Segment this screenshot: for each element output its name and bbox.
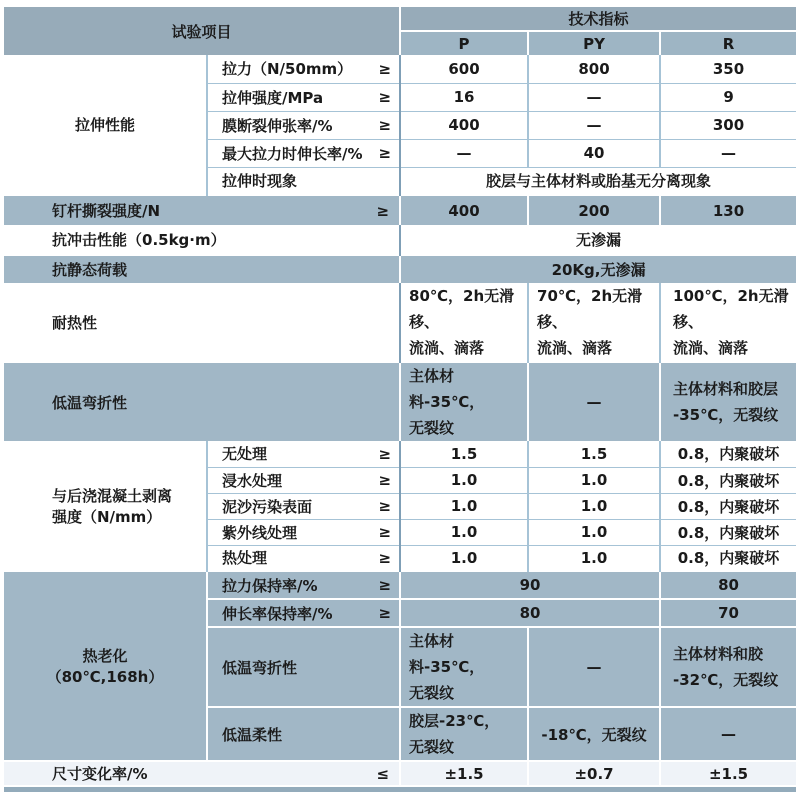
peel-item-3-py: 1.0 (528, 519, 660, 545)
low-bend-p-line1: 主体材料-35℃， (409, 367, 485, 411)
col-header-p-label: P (458, 34, 470, 53)
gte-symbol: ≥ (378, 144, 392, 162)
aging-item-0-label-cell (207, 571, 400, 599)
low-bend-p (400, 362, 528, 441)
tensile-item-2-r: 300 (660, 111, 796, 139)
tensile-item-2-p: 400 (400, 111, 528, 139)
tensile-item-0-label: 拉力（N/50mm） (222, 60, 353, 79)
peel-item-2-label-cell (207, 493, 400, 519)
nail-tear-r: 130 (660, 195, 796, 225)
tensile-item-2-py: — (528, 111, 660, 139)
tensile-item-2-label-cell (207, 111, 400, 139)
aging-item-2-label-cell (207, 627, 400, 707)
tensile-item-3-r: — (660, 139, 796, 167)
peel-item-0-py: 1.5 (528, 441, 660, 467)
col-header-r-label: R (722, 34, 735, 53)
tensile-item-4-span-value: 胶层与主体材料或胎基无分离现象 (400, 167, 796, 195)
tensile-item-4-label-cell (207, 167, 400, 195)
low-bend-label: 低温弯折性 (52, 393, 128, 412)
gte-symbol: ≥ (378, 497, 392, 515)
static-load-label: 抗静态荷载 (52, 261, 128, 279)
nail-tear-py: 200 (528, 195, 660, 225)
row-heat-label-cell (4, 283, 400, 362)
peel-item-1-label: 浸水处理 (222, 471, 283, 490)
tensile-item-0-r: 350 (660, 55, 796, 83)
aging-item-1-r: 70 (660, 599, 796, 627)
tensile-item-3-py: 40 (528, 139, 660, 167)
row-low-bend-label-cell (4, 362, 400, 441)
peel-item-3-p: 1.0 (400, 519, 528, 545)
aging-low-bend-r (660, 627, 796, 707)
gte-symbol: ≥ (378, 523, 392, 541)
peel-item-4-r: 0.8，内聚破坏 (660, 545, 796, 571)
peel-item-0-r: 0.8，内聚破坏 (660, 441, 796, 467)
aging-low-flex-p (400, 707, 528, 761)
col-header-p (400, 31, 528, 55)
heat-py-line1: 70℃，2h无滑移、 (537, 287, 643, 331)
aging-low-flex-r: — (660, 707, 796, 761)
tensile-item-1-label: 拉伸强度/MPa (222, 88, 324, 107)
heat-r-line2: 流淌、滴落 (673, 339, 749, 357)
dim-change-py: ±0.7 (528, 761, 660, 785)
aging-low-bend-r-line1: 主体材料和胶 (673, 645, 764, 663)
gte-symbol: ≥ (376, 201, 390, 220)
category-aging-line2: （80℃,168h） (46, 668, 164, 686)
aging-item-3-label: 低温柔性 (222, 725, 283, 744)
gte-symbol: ≥ (378, 444, 392, 463)
aging-low-flex-p-line1: 胶层-23℃， (409, 712, 500, 730)
peel-item-2-py: 1.0 (528, 493, 660, 519)
dim-change-label: 尺寸变化率/% (52, 765, 148, 783)
header-tech-index-label: 技术指标 (568, 10, 629, 28)
gte-symbol: ≥ (378, 576, 392, 594)
tensile-item-0-p: 600 (400, 55, 528, 83)
category-peel-line2: 强度（N/mm） (52, 507, 162, 526)
aging-item-1-p-py: 80 (400, 599, 660, 627)
peel-item-0-label-cell (207, 441, 400, 467)
peel-item-0-p: 1.5 (400, 441, 528, 467)
aging-low-flex-py: -18℃，无裂纹 (528, 707, 660, 761)
dim-change-r: ±1.5 (660, 761, 796, 785)
spec-table (4, 7, 796, 785)
peel-item-1-r: 0.8，内聚破坏 (660, 467, 796, 493)
aging-item-3-label-cell (207, 707, 400, 761)
col-header-r (660, 31, 796, 55)
peel-item-1-p: 1.0 (400, 467, 528, 493)
row-impact-label-cell (4, 225, 400, 255)
peel-item-3-r: 0.8，内聚破坏 (660, 519, 796, 545)
category-peel-line1: 与后浇混凝土剥离 (52, 486, 173, 505)
heat-r (660, 283, 796, 362)
tensile-item-4-label: 拉伸时现象 (222, 172, 298, 191)
peel-item-1-label-cell (207, 467, 400, 493)
aging-low-bend-p (400, 627, 528, 707)
aging-low-bend-py: — (528, 627, 660, 707)
tensile-item-1-label-cell (207, 83, 400, 111)
heat-p-line2: 流淌、滴落 (409, 339, 485, 357)
low-bend-p-line2: 无裂纹 (409, 419, 455, 437)
category-peel (4, 441, 207, 571)
gte-symbol: ≥ (378, 88, 392, 106)
static-load-span-value: 20Kg,无渗漏 (400, 255, 796, 283)
aging-low-bend-p-line2: 无裂纹 (409, 684, 455, 702)
gte-symbol: ≥ (378, 116, 392, 134)
tensile-item-1-py: — (528, 83, 660, 111)
heat-p-line1: 80℃，2h无滑移、 (409, 287, 515, 331)
header-tech-index (400, 7, 796, 31)
header-test-item (4, 7, 400, 55)
gte-symbol: ≥ (378, 604, 392, 622)
tensile-item-1-p: 16 (400, 83, 528, 111)
impact-label: 抗冲击性能（0.5kg·m） (52, 231, 226, 249)
heat-py-line2: 流淌、滴落 (537, 339, 613, 357)
peel-item-4-label: 热处理 (222, 549, 268, 568)
category-aging (4, 571, 207, 761)
peel-item-0-label: 无处理 (222, 445, 268, 464)
aging-item-1-label-cell (207, 599, 400, 627)
tensile-item-3-p: — (400, 139, 528, 167)
nail-tear-p: 400 (400, 195, 528, 225)
low-bend-r (660, 362, 796, 441)
header-test-item-label: 试验项目 (171, 22, 232, 41)
heat-r-line1: 100℃，2h无滑移、 (673, 287, 789, 331)
heat-p (400, 283, 528, 362)
gte-symbol: ≥ (378, 548, 392, 567)
tensile-item-3-label-cell (207, 139, 400, 167)
aging-low-flex-p-line2: 无裂纹 (409, 738, 455, 756)
category-aging-line1: 热老化 (82, 647, 128, 665)
peel-item-1-py: 1.0 (528, 467, 660, 493)
row-nail-tear-label-cell (4, 195, 400, 225)
peel-item-4-py: 1.0 (528, 545, 660, 571)
peel-item-4-label-cell (207, 545, 400, 571)
col-header-py-label: PY (583, 34, 605, 53)
peel-item-2-p: 1.0 (400, 493, 528, 519)
tensile-item-3-label: 最大拉力时伸长率/% (222, 144, 363, 163)
low-bend-r-line1: 主体材料和胶层 (673, 380, 779, 398)
gte-symbol: ≥ (378, 59, 392, 78)
aging-item-1-label: 伸长率保持率/% (222, 604, 333, 623)
aging-item-0-r: 80 (660, 571, 796, 599)
category-tensile (4, 55, 207, 195)
aging-low-bend-r-line2: -32℃，无裂纹 (673, 671, 779, 689)
row-dim-change-label-cell (4, 761, 400, 785)
impact-span-value: 无渗漏 (400, 225, 796, 255)
low-bend-py: — (528, 362, 660, 441)
tensile-item-1-r: 9 (660, 83, 796, 111)
category-tensile-label: 拉伸性能 (74, 116, 135, 134)
peel-item-4-p: 1.0 (400, 545, 528, 571)
lte-symbol: ≤ (376, 764, 390, 783)
low-bend-r-line2: -35℃，无裂纹 (673, 406, 779, 424)
peel-item-2-label: 泥沙污染表面 (222, 497, 313, 516)
tensile-item-0-py: 800 (528, 55, 660, 83)
peel-item-2-r: 0.8，内聚破坏 (660, 493, 796, 519)
peel-item-3-label: 紫外线处理 (222, 523, 298, 542)
peel-item-3-label-cell (207, 519, 400, 545)
aging-low-bend-p-line1: 主体材料-35℃， (409, 632, 485, 676)
aging-item-0-label: 拉力保持率/% (222, 576, 318, 595)
tensile-item-0-label-cell (207, 55, 400, 83)
bottom-divider-bar (4, 787, 796, 792)
dim-change-p: ±1.5 (400, 761, 528, 785)
row-static-load-label-cell (4, 255, 400, 283)
nail-tear-label: 钉杆撕裂强度/N (52, 202, 161, 220)
aging-item-2-label: 低温弯折性 (222, 658, 298, 677)
heat-py (528, 283, 660, 362)
heat-label: 耐热性 (52, 313, 98, 332)
tensile-item-2-label: 膜断裂伸张率/% (222, 116, 333, 135)
col-header-py (528, 31, 660, 55)
aging-item-0-p-py: 90 (400, 571, 660, 599)
gte-symbol: ≥ (378, 471, 392, 489)
